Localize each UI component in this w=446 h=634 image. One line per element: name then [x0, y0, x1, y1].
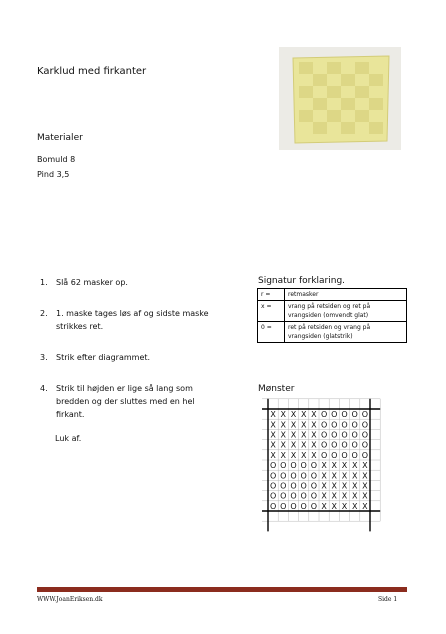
pattern-stitch-symbol: X [341, 471, 348, 481]
pattern-stitch-symbol: O [320, 440, 328, 450]
pattern-stitch-symbol: X [300, 410, 307, 420]
pattern-stitch-symbol: X [362, 501, 368, 511]
pattern-stitch-symbol: O [320, 410, 328, 420]
pattern-stitch-symbol: X [341, 461, 348, 471]
pattern-stitch-symbol: X [280, 420, 287, 430]
material-yarn: Bomuld 8 [37, 155, 76, 164]
step-item [40, 351, 225, 364]
pattern-stitch-symbol: X [311, 450, 317, 460]
step-text: 1. maske tages løs af og sidste maske strikkes ret. [56, 309, 209, 331]
pattern-stitch-symbol: O [280, 491, 287, 501]
footer-rule [37, 587, 407, 592]
pattern-stitch-symbol: X [321, 461, 327, 471]
legend-row [258, 289, 407, 301]
pattern-stitch-symbol: X [331, 481, 338, 491]
legend-desc: retmasker [285, 289, 407, 301]
pattern-stitch-symbol: O [300, 501, 307, 511]
pattern-stitch-symbol: X [311, 420, 317, 430]
pattern-stitch-symbol: X [270, 410, 276, 420]
pattern-stitch-symbol: X [321, 471, 327, 481]
pattern-stitch-symbol: X [300, 430, 307, 440]
step-text: Strik efter diagrammet. [56, 353, 151, 362]
pattern-stitch-symbol: X [280, 430, 287, 440]
pattern-stitch-symbol: X [290, 410, 297, 420]
pattern-stitch-symbol: X [300, 420, 307, 430]
pattern-stitch-symbol: O [341, 410, 348, 420]
step-number: 4. [40, 384, 48, 393]
pattern-stitch-symbol: X [331, 471, 338, 481]
pattern-stitch-symbol: O [351, 410, 358, 420]
pattern-stitch-symbol: X [290, 450, 297, 460]
pattern-stitch-symbol: O [331, 450, 338, 460]
pattern-stitch-symbol: X [341, 491, 348, 501]
pattern-stitch-symbol: X [362, 481, 368, 491]
pattern-stitch-symbol: X [280, 450, 287, 460]
pattern-stitch-symbol: O [331, 410, 338, 420]
pattern-stitch-symbol: X [321, 501, 327, 511]
step-number: 3. [40, 353, 48, 362]
pattern-stitch-symbol: O [280, 461, 287, 471]
pattern-stitch-symbol: O [331, 430, 338, 440]
pattern-stitch-symbol: O [351, 450, 358, 460]
pattern-stitch-symbol: X [351, 481, 358, 491]
pattern-stitch-symbol: O [280, 481, 287, 491]
pattern-stitch-symbol: X [331, 491, 338, 501]
pattern-stitch-symbol: O [269, 461, 277, 471]
materials-heading: Materialer [37, 133, 83, 143]
pattern-stitch-symbol: X [331, 501, 338, 511]
pattern-heading: Mønster [258, 384, 295, 394]
pattern-stitch-symbol: O [351, 430, 358, 440]
pattern-stitch-symbol: O [361, 440, 369, 450]
pattern-stitch-symbol: X [280, 410, 287, 420]
knitted-dishcloth-icon [279, 47, 401, 150]
step-text: Slå 62 masker op. [56, 278, 128, 287]
pattern-stitch-symbol: X [270, 450, 276, 460]
step-number: 1. [40, 278, 48, 287]
pattern-stitch-symbol: X [362, 471, 368, 481]
pattern-stitch-symbol: O [300, 471, 307, 481]
pattern-stitch-symbol: O [341, 430, 348, 440]
pattern-stitch-symbol: O [310, 461, 318, 471]
legend-desc: vrang på retsiden og ret på vrangsiden (omvendt glat) [285, 301, 407, 322]
pattern-stitch-symbol: O [280, 471, 287, 481]
pattern-chart [262, 396, 402, 546]
legend-desc: ret på retsiden og vrang på vrangsiden (glatstrik) [285, 322, 407, 343]
pattern-stitch-symbol: O [290, 481, 297, 491]
pattern-stitch-symbol: O [361, 430, 369, 440]
pattern-stitch-symbol: X [351, 461, 358, 471]
pattern-stitch-symbol: X [311, 430, 317, 440]
legend-table [257, 288, 407, 343]
pattern-stitch-symbol: O [361, 450, 369, 460]
step-item [40, 276, 225, 289]
pattern-stitch-symbol: X [290, 420, 297, 430]
dishcloth-photo [279, 47, 401, 150]
pattern-stitch-symbol: X [351, 501, 358, 511]
pattern-stitch-symbol: O [300, 461, 307, 471]
legend-key: x = [258, 301, 285, 322]
pattern-stitch-symbol: O [300, 481, 307, 491]
pattern-stitch-symbol: X [290, 430, 297, 440]
pattern-stitch-symbol: O [341, 420, 348, 430]
pattern-stitch-symbol: X [270, 430, 276, 440]
pattern-stitch-symbol: O [290, 491, 297, 501]
pattern-stitch-symbol: O [269, 501, 277, 511]
pattern-stitch-symbol: O [280, 501, 287, 511]
pattern-stitch-symbol: O [290, 501, 297, 511]
footer-website: WWW.JoanEriksen.dk [37, 596, 103, 603]
pattern-stitch-symbol: O [269, 481, 277, 491]
legend-key: r = [258, 289, 285, 301]
pattern-stitch-symbol: O [310, 491, 318, 501]
pattern-stitch-symbol: O [351, 420, 358, 430]
pattern-stitch-symbol: O [351, 440, 358, 450]
pattern-stitch-symbol: X [321, 491, 327, 501]
pattern-stitch-symbol: O [341, 440, 348, 450]
pattern-stitch-symbol: O [361, 410, 369, 420]
pattern-stitch-symbol: O [331, 420, 338, 430]
pattern-stitch-symbol: X [321, 481, 327, 491]
pattern-stitch-symbol: X [300, 450, 307, 460]
pattern-stitch-symbol: O [269, 491, 277, 501]
footer-page-number: Side 1 [378, 596, 398, 603]
pattern-stitch-symbol: O [300, 491, 307, 501]
pattern-stitch-symbol: O [310, 481, 318, 491]
pattern-stitch-symbol: X [362, 491, 368, 501]
step-number: 2. [40, 309, 48, 318]
step-item [40, 307, 225, 333]
legend-key: 0 = [258, 322, 285, 343]
pattern-stitch-symbol: X [362, 461, 368, 471]
pattern-stitch-symbol: X [290, 440, 297, 450]
pattern-stitch-symbol: O [290, 471, 297, 481]
material-needle: Pind 3,5 [37, 170, 70, 179]
pattern-stitch-symbol: O [331, 440, 338, 450]
pattern-stitch-symbol: X [351, 471, 358, 481]
step-item [40, 382, 225, 421]
pattern-stitch-symbol: O [320, 430, 328, 440]
legend-row [258, 322, 407, 343]
pattern-stitch-symbol: X [341, 501, 348, 511]
pattern-stitch-symbol: X [311, 440, 317, 450]
pattern-stitch-symbol: O [269, 471, 277, 481]
pattern-stitch-symbol: O [310, 501, 318, 511]
pattern-stitch-symbol: O [310, 471, 318, 481]
document-title: Karklud med firkanter [37, 66, 147, 77]
pattern-stitch-symbol: X [270, 420, 276, 430]
closing-instruction: Luk af. [55, 434, 82, 443]
legend-heading: Signatur forklaring. [258, 276, 346, 286]
pattern-stitch-symbol: O [361, 420, 369, 430]
step-text: Strik til højden er lige så lang som bredden og der sluttes med en hel firkant. [56, 384, 195, 419]
pattern-stitch-symbol: O [320, 420, 328, 430]
pattern-stitch-symbol: X [351, 491, 358, 501]
pattern-stitch-symbol: O [341, 450, 348, 460]
legend-row [258, 301, 407, 322]
pattern-stitch-symbol: O [290, 461, 297, 471]
pattern-stitch-symbol: X [341, 481, 348, 491]
pattern-stitch-symbol: O [320, 450, 328, 460]
pattern-stitch-symbol: X [300, 440, 307, 450]
instruction-steps [40, 276, 225, 439]
pattern-stitch-symbol: X [270, 440, 276, 450]
pattern-stitch-symbol: X [331, 461, 338, 471]
pattern-stitch-symbol: X [311, 410, 317, 420]
pattern-grid [262, 396, 402, 546]
pattern-stitch-symbol: X [280, 440, 287, 450]
